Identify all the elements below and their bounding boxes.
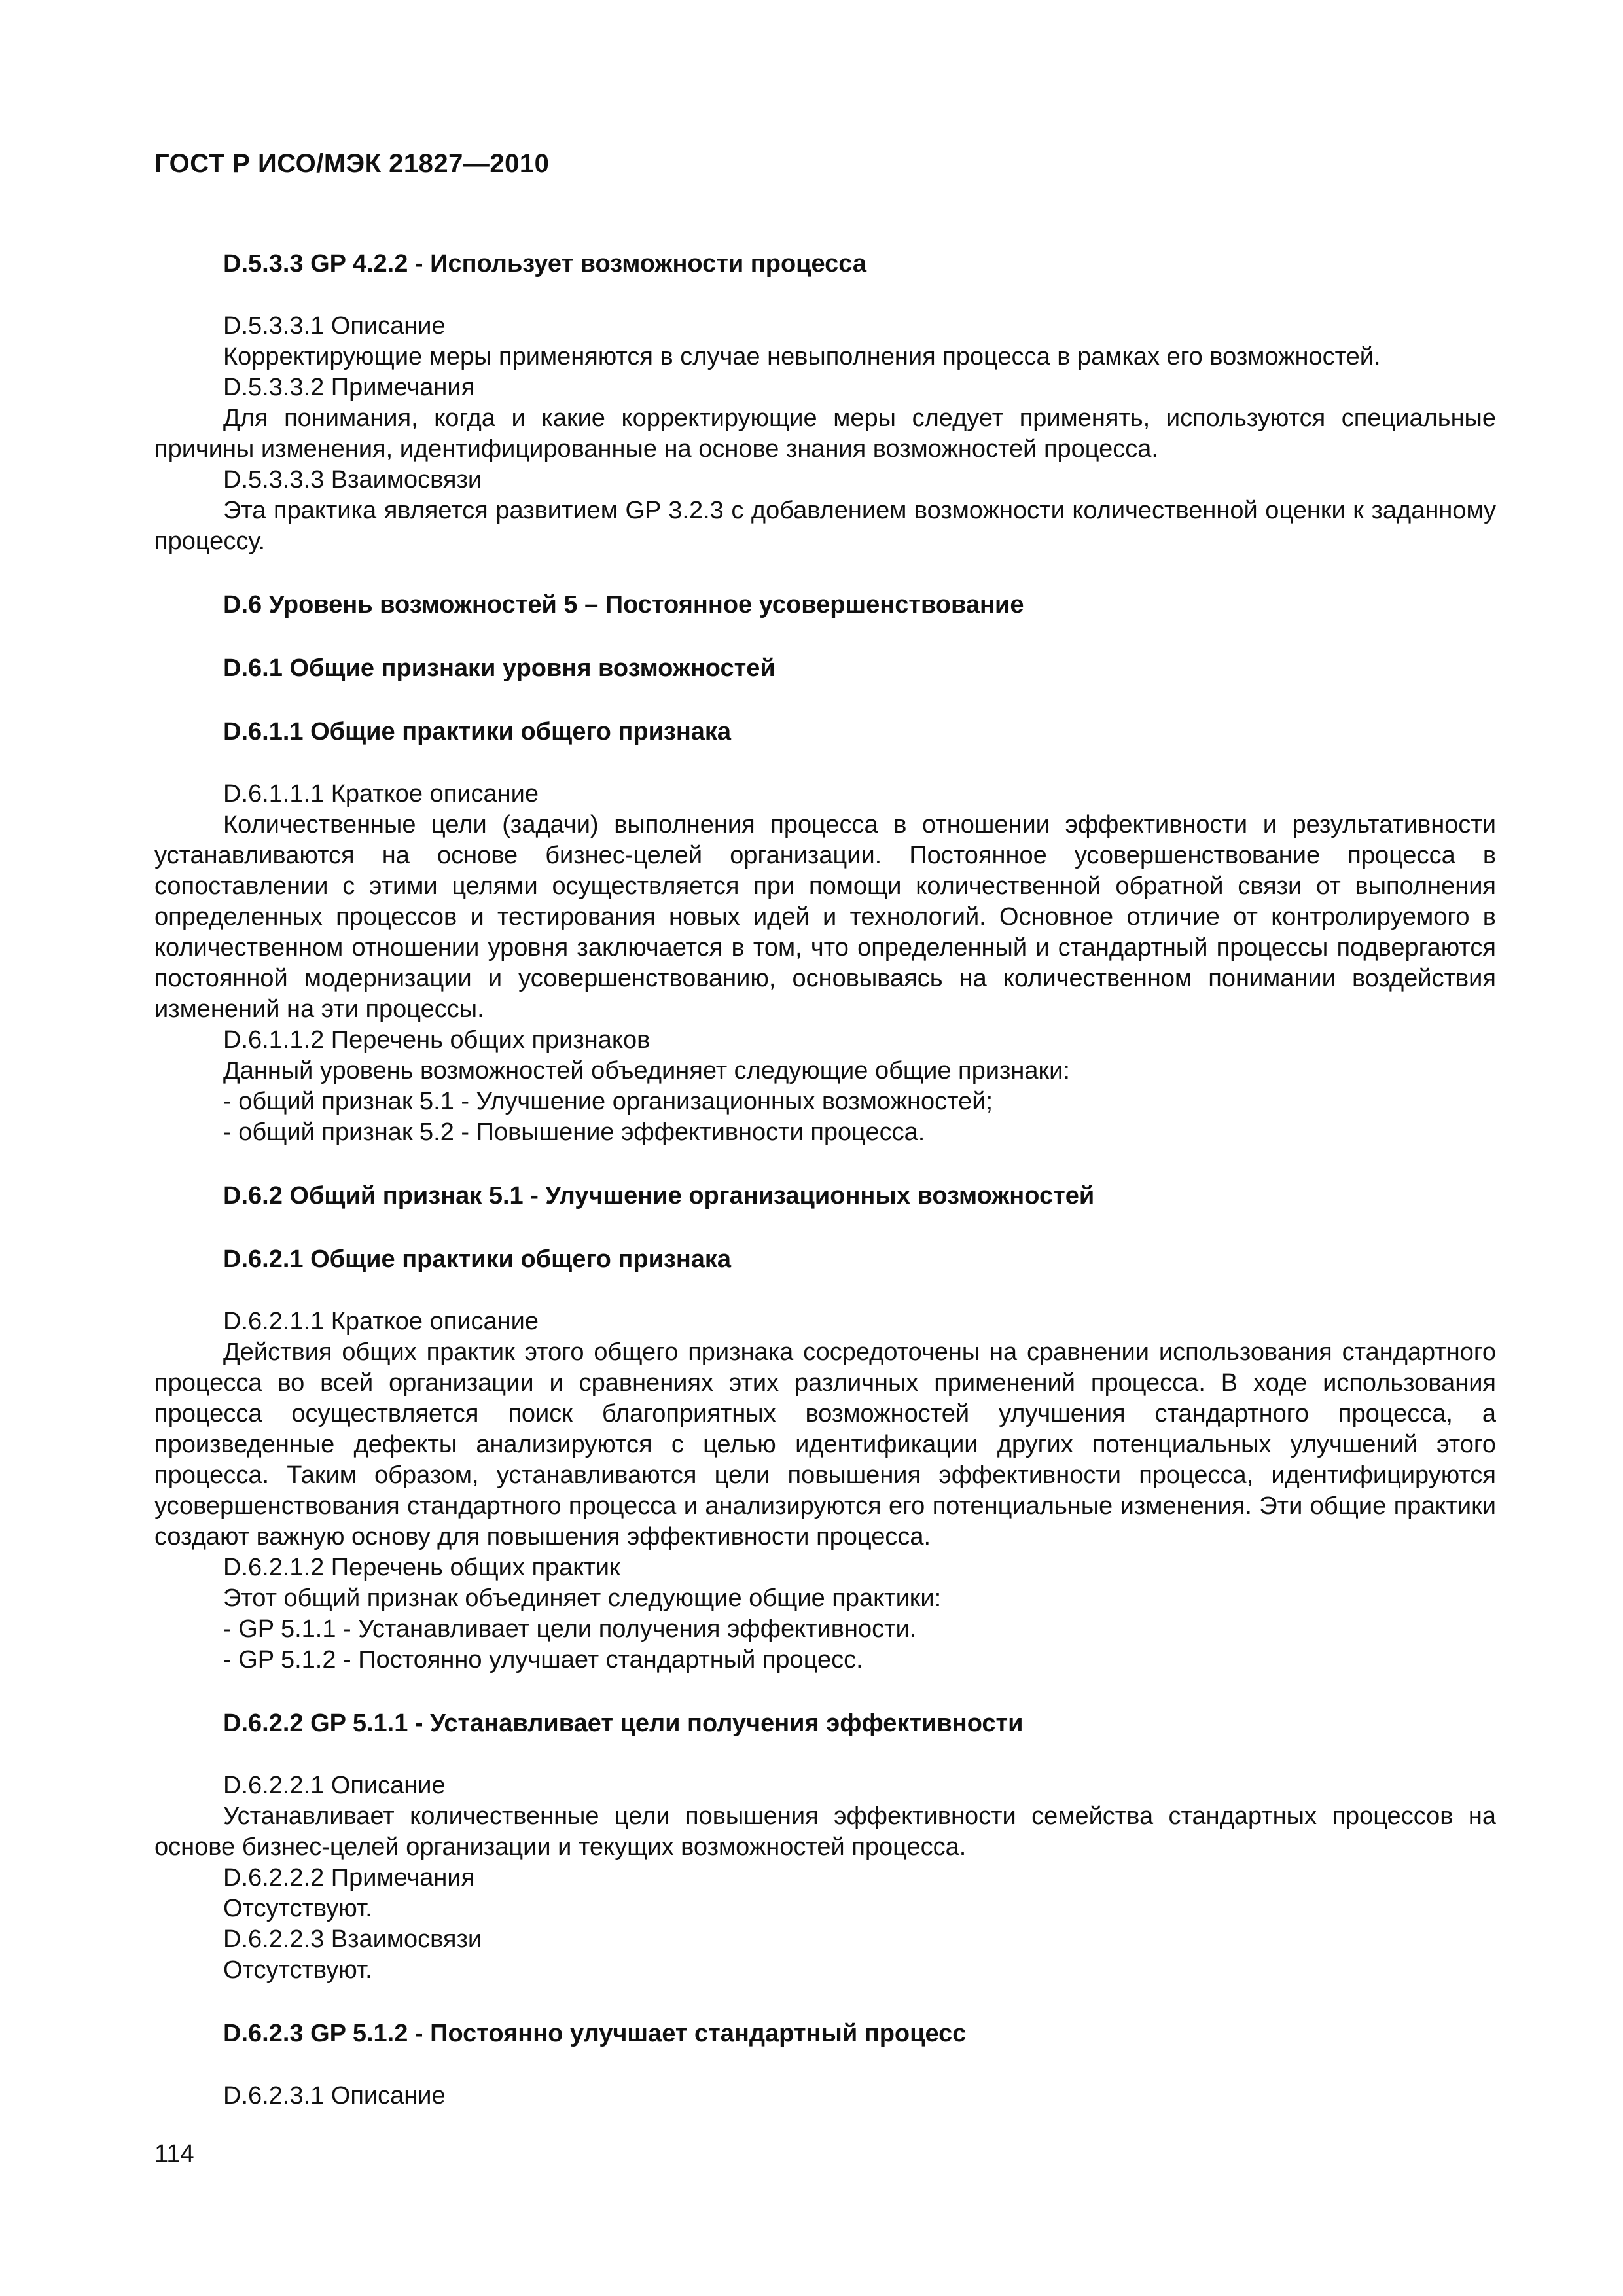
subsection-label: D.6.2.3.1 Описание xyxy=(223,2082,446,2109)
section-heading: D.6.2.3 GP 5.1.2 - Постоянно улучшает стандартный процесс xyxy=(223,2020,967,2047)
subsection-label: D.5.3.3.2 Примечания xyxy=(223,374,475,401)
subsection-label: D.5.3.3.1 Описание xyxy=(223,312,446,340)
paragraph: Для понимания, когда и какие корректирующие меры следует применять, используются специальные причины изменения, идентифицированные на основе знания возможностей процесса. xyxy=(154,404,1496,463)
subsection-label: D.5.3.3.3 Взаимосвязи xyxy=(223,466,482,493)
paragraph: Эта практика является развитием GP 3.2.3 с добавлением возможности количественной оценки к заданному процессу. xyxy=(154,497,1496,555)
paragraph: Действия общих практик этого общего признака сосредоточены на сравнении использования стандартного процесса во всей организации и сравнениях этих различных применений процесса. В ходе использования процесса осуществляется поиск благоприятных возможностей улучшения стандартного процесса, а произведенные дефекты анализируются с целью идентификации других потенциальных улучшений этого процесса. Таким образом, устанавливаются цели повышения эффективности процесса, идентифицируются усовершенствования стандартного процесса и анализируются его потенциальные изменения. Эти общие практики создают важную основу для повышения эффективности процесса. xyxy=(154,1338,1496,1551)
section-heading: D.6.1 Общие признаки уровня возможностей xyxy=(223,655,776,682)
paragraph: Количественные цели (задачи) выполнения процесса в отношении эффективности и результативности устанавливаются на основе бизнес-целей организации. Постоянное усовершенствование процесса в сопоставлении с этими целями осуществляется при помощи количественной обратной связи от выполнения определенных процессов и тестирования новых идей и технологий. Основное отличие от контролируемого в количественном отношении уровня заключается в том, что определенный и стандартный процессы подвергаются постоянной модернизации и усовершенствованию, основываясь на количественном понимании воздействия изменений на эти процессы. xyxy=(154,811,1496,1023)
subsection-label: D.6.2.2.2 Примечания xyxy=(223,1864,475,1892)
section-heading: D.5.3.3 GP 4.2.2 - Использует возможности процесса xyxy=(223,250,867,278)
paragraph: Устанавливает количественные цели повышения эффективности семейства стандартных процессов на основе бизнес-целей организации и текущих возможностей процесса. xyxy=(154,1803,1496,1861)
page-content xyxy=(154,249,1496,2111)
page-number: 114 xyxy=(154,2140,194,2168)
list-item: - общий признак 5.1 - Улучшение организационных возможностей; xyxy=(223,1088,993,1115)
section-heading: D.6.1.1 Общие практики общего признака xyxy=(223,718,732,745)
text-line: Отсутствуют. xyxy=(223,1895,372,1922)
subsection-label: D.6.2.2.1 Описание xyxy=(223,1772,446,1799)
text-line: Данный уровень возможностей объединяет следующие общие признаки: xyxy=(223,1057,1070,1085)
subsection-label: D.6.2.2.3 Взаимосвязи xyxy=(223,1926,482,1953)
text-line: Отсутствуют. xyxy=(223,1956,372,1984)
section-heading: D.6 Уровень возможностей 5 – Постоянное усовершенствование xyxy=(223,591,1024,619)
subsection-label: D.6.1.1.2 Перечень общих признаков xyxy=(223,1026,651,1054)
section-heading: D.6.2 Общий признак 5.1 - Улучшение организационных возможностей xyxy=(223,1182,1095,1210)
page-header: ГОСТ Р ИСО/МЭК 21827—2010 xyxy=(154,149,550,178)
subsection-label: D.6.1.1.1 Краткое описание xyxy=(223,780,539,808)
text-line: Этот общий признак объединяет следующие общие практики: xyxy=(223,1585,942,1612)
paragraph: Корректирующие меры применяются в случае невыполнения процесса в рамках его возможностей. xyxy=(223,343,1381,370)
subsection-label: D.6.2.1.1 Краткое описание xyxy=(223,1308,539,1335)
section-heading: D.6.2.2 GP 5.1.1 - Устанавливает цели получения эффективности xyxy=(223,1710,1024,1737)
subsection-label: D.6.2.1.2 Перечень общих практик xyxy=(223,1554,620,1581)
list-item: - GP 5.1.2 - Постоянно улучшает стандартный процесс. xyxy=(223,1646,863,1674)
section-heading: D.6.2.1 Общие практики общего признака xyxy=(223,1246,732,1273)
list-item: - GP 5.1.1 - Устанавливает цели получения эффективности. xyxy=(223,1615,917,1643)
list-item: - общий признак 5.2 - Повышение эффективности процесса. xyxy=(223,1119,925,1146)
